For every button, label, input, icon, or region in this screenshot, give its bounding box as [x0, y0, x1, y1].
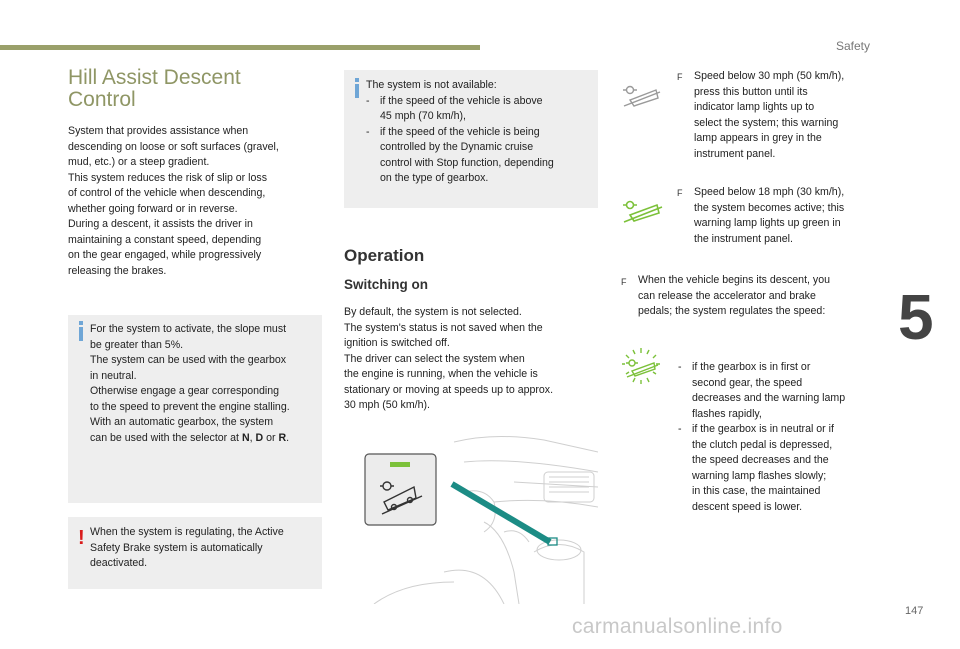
warning-icon: !: [78, 527, 85, 549]
step-2-text: Speed below 18 mph (30 km/h), the system becomes active; this warning lamp lights up green in the instrument panel.: [694, 186, 845, 245]
operation-line: By default, the system is not selected.: [344, 306, 522, 318]
bullet-f: F: [677, 72, 683, 82]
info-icon: [79, 321, 85, 343]
intro-line: on the gear engaged, while progressively: [68, 249, 262, 261]
selector-n: N: [241, 431, 250, 444]
selector-r: R: [278, 431, 287, 444]
info-line: be greater than 5%.: [90, 338, 184, 351]
intro-paragraph: [68, 124, 318, 279]
page-number: 147: [905, 605, 924, 617]
hill-descent-flashing-lamp-icon: [618, 346, 664, 386]
info-line: in neutral.: [90, 369, 137, 382]
warning-line: Safety Brake system is automatically: [90, 541, 263, 554]
chapter-number: 5: [898, 281, 934, 353]
warning-line: deactivated.: [90, 557, 148, 569]
list-item: - if the speed of the vehicle is being controlled by the Dynamic cruise control with Stop function, depending on the type of gearbox.: [366, 125, 594, 187]
console-illustration: [344, 432, 598, 604]
step-1-text: Speed below 30 mph (50 km/h), press this button until its indicator lamp lights up to select the system; this warning lamp appears in grey in the instrument panel.: [694, 70, 845, 160]
page-title: Hill Assist Descent Control: [68, 66, 241, 111]
info-line: The system can be used with the gearbox: [90, 354, 287, 366]
list-item: - if the gearbox is in neutral or if the clutch pedal is depressed, the speed decreases and the warning lamp flashes slowly; in this case, the maintained descent speed is lower.: [678, 422, 873, 515]
list-item: - if the gearbox is in first or second gear, the speed decreases and the warning lamp flashes rapidly,: [678, 360, 873, 422]
operation-line: ignition is switched off.: [344, 337, 450, 349]
header-rule: [0, 45, 480, 50]
info-line-selectors: can be used with the selector at N, D or R.: [90, 431, 290, 444]
operation-paragraph: [344, 305, 594, 414]
info-intro: The system is not available:: [366, 79, 497, 91]
intro-line: maintaining a constant speed, depending: [68, 233, 262, 246]
bullet-f: F: [677, 188, 683, 198]
console-drawing: [344, 432, 598, 604]
warning-line: When the system is regulating, the Active: [90, 526, 284, 538]
warning-box: [68, 517, 322, 589]
dash-list: [678, 360, 873, 515]
info-box-not-available: [344, 70, 598, 208]
intro-line: descending on loose or soft surfaces (gravel,: [68, 140, 279, 153]
bullet-f: F: [621, 277, 627, 287]
section-label: Safety: [836, 39, 871, 53]
intro-line: mud, etc.) or a steep gradient.: [68, 156, 210, 168]
heading-operation: Operation: [344, 246, 425, 265]
selector-d: D: [255, 431, 264, 444]
info-line: Otherwise engage a gear corresponding: [90, 385, 280, 397]
operation-line: stationary or moving at speeds up to approx.: [344, 383, 554, 396]
info-line: to the speed to prevent the engine stalling.: [90, 400, 290, 413]
intro-line: During a descent, it assists the driver in: [68, 218, 253, 230]
info-icon: [355, 78, 361, 100]
list-item: - if the speed of the vehicle is above 45 mph (70 km/h),: [366, 94, 594, 125]
step-3-text: When the vehicle begins its descent, you can release the accelerator and brake pedals; the system regulates the speed:: [638, 274, 830, 317]
heading-switching-on: Switching on: [344, 277, 428, 292]
info-line: For the system to activate, the slope must: [90, 323, 287, 335]
intro-line: System that provides assistance when: [68, 125, 249, 137]
watermark: carmanualsonline.info: [572, 615, 783, 638]
intro-line: releasing the brakes.: [68, 264, 167, 277]
operation-line: the engine is running, when the vehicle is: [344, 368, 538, 380]
operation-line: The system's status is not saved when the: [344, 321, 543, 334]
operation-line: The driver can select the system when: [344, 352, 525, 365]
info-box-activation: [68, 315, 322, 503]
intro-line: of control of the vehicle when descending,: [68, 187, 266, 199]
info-line: With an automatic gearbox, the system: [90, 416, 274, 428]
intro-line: This system reduces the risk of slip or loss: [68, 171, 267, 184]
intro-line: whether going forward or in reverse.: [68, 202, 238, 215]
hill-descent-green-lamp-icon: [620, 196, 664, 224]
operation-line: 30 mph (50 km/h).: [344, 399, 430, 411]
hill-descent-grey-lamp-icon: [620, 82, 662, 108]
